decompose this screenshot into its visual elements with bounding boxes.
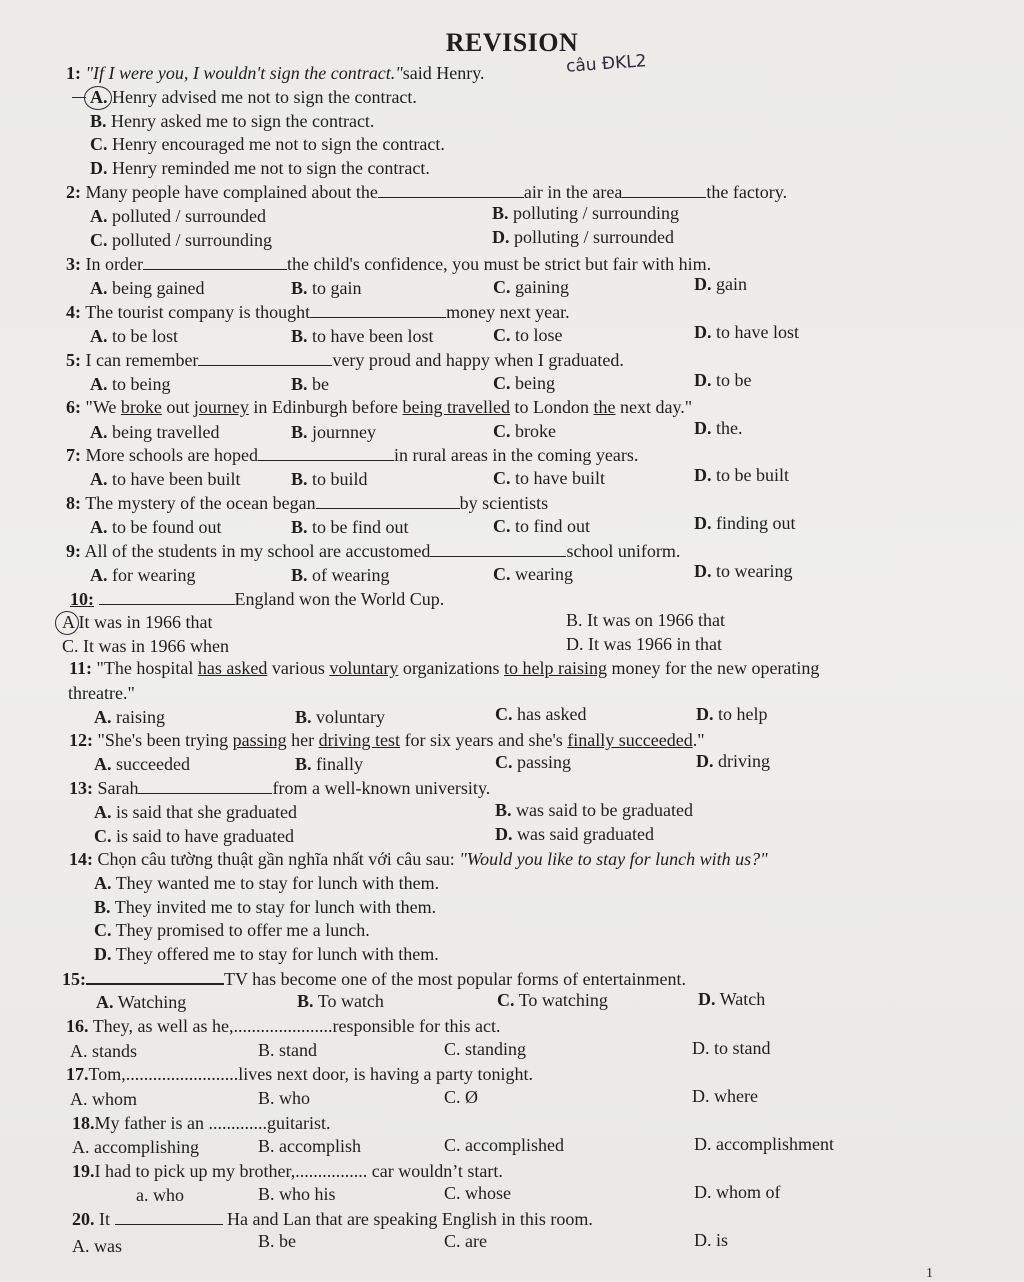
question-19-stem: 19.I had to pick up my brother,................ car wouldn’t start. [72,1161,503,1181]
question-12-option-d[interactable]: D. driving [696,751,770,771]
question-2-option-d[interactable]: D. polluting / surrounded [492,227,674,247]
question-11-option-d[interactable]: D. to help [696,704,768,724]
question-11-option-a[interactable]: A. raising [94,707,165,727]
question-12-stem: 12: "She's been trying passing her driving test for six years and she's finally succeeded." [69,730,705,750]
question-2-option-c[interactable]: C. polluted / surrounding [90,230,272,250]
question-10-option-b[interactable]: B. It was on 1966 that [566,610,725,630]
question-10-option-d[interactable]: D. It was 1966 in that [566,634,722,654]
question-1-stem: 1: "If I were you, I wouldn't sign the contract."said Henry. [66,63,485,83]
question-6-option-b[interactable]: B. journney [291,422,376,442]
question-11-option-b[interactable]: B. voluntary [295,707,386,727]
handwritten-note: câu ĐKL2 [565,51,648,77]
question-18-option-b[interactable]: B. accomplish [258,1136,361,1156]
question-9-option-b[interactable]: B. of wearing [291,565,390,585]
question-10-stem: 10: England won the World Cup. [70,589,445,609]
question-16-option-c[interactable]: C. standing [444,1039,527,1059]
question-6-option-d[interactable]: D. the. [694,418,743,438]
question-7-option-b[interactable]: B. to build [291,469,368,489]
question-7-option-d[interactable]: D. to be built [694,465,789,485]
question-9-option-c[interactable]: C. wearing [493,564,573,584]
question-6-option-a[interactable]: A. being travelled [90,422,220,442]
question-16-option-a[interactable]: A. stands [70,1041,137,1061]
question-2-option-a[interactable]: A. polluted / surrounded [90,206,266,226]
question-20-option-a[interactable]: A. was [72,1236,122,1256]
question-17-stem: 17.Tom,.........................lives next door, is having a party tonight. [66,1064,533,1084]
question-10-option-a[interactable]: A It was in 1966 that [62,612,213,632]
question-20-option-b[interactable]: B. be [258,1231,296,1251]
question-11-stem: 11: "The hospital has asked various voluntary organizations to help raising money for the new operating [69,658,820,678]
question-17-option-c[interactable]: C. Ø [444,1087,479,1107]
question-17-option-d[interactable]: D. where [692,1086,758,1106]
question-20-option-d[interactable]: D. is [694,1230,729,1250]
question-13-option-c[interactable]: C. is said to have graduated [94,826,294,846]
question-12-option-c[interactable]: C. passing [495,752,571,772]
question-4-option-a[interactable]: A. to be lost [90,326,178,346]
question-14-option-a[interactable]: A. They wanted me to stay for lunch with them. [94,873,440,893]
question-7-option-c[interactable]: C. to have built [493,468,605,488]
question-2-stem: 2: Many people have complained about the air in the area the factory. [66,182,788,202]
question-16-stem: 16. They, as well as he,......................responsible for this act. [66,1016,501,1036]
question-19-option-b[interactable]: B. who his [258,1184,336,1204]
question-4-option-c[interactable]: C. to lose [493,325,563,345]
question-5-stem: 5: I can remember very proud and happy when I graduated. [66,350,624,370]
page-title: REVISION [445,28,579,57]
question-8-stem: 8: The mystery of the ocean began by scientists [66,493,549,513]
question-3-option-d[interactable]: D. gain [694,274,747,294]
question-9-option-a[interactable]: A. for wearing [90,565,196,585]
question-6-option-c[interactable]: C. broke [493,421,556,441]
question-1-option-c[interactable]: C. Henry encouraged me not to sign the contract. [90,134,445,154]
question-18-stem: 18.My father is an .............guitarist. [72,1113,331,1133]
question-20-stem: 20. It Ha and Lan that are speaking English in this room. [72,1209,593,1229]
question-3-option-c[interactable]: C. gaining [493,277,569,297]
question-13-option-d[interactable]: D. was said graduated [495,824,654,844]
question-8-option-c[interactable]: C. to find out [493,516,590,536]
question-7-stem: 7: More schools are hoped in rural areas in the coming years. [66,445,639,465]
question-8-option-d[interactable]: D. finding out [694,513,796,533]
question-19-option-a[interactable]: a. who [136,1185,184,1205]
question-11-stem-line2: threatre." [68,683,135,703]
page-number: 1 [926,1266,933,1281]
question-4-option-d[interactable]: D. to have lost [694,322,799,342]
question-1-option-d[interactable]: D. Henry reminded me not to sign the contract. [90,158,430,178]
question-14-option-d[interactable]: D. They offered me to stay for lunch with them. [94,944,439,964]
question-1-option-b[interactable]: B. Henry asked me to sign the contract. [90,111,375,131]
question-19-option-c[interactable]: C. whose [444,1183,511,1203]
question-18-option-d[interactable]: D. accomplishment [694,1134,834,1154]
question-3-option-b[interactable]: B. to gain [291,278,362,298]
question-14-option-c[interactable]: C. They promised to offer me a lunch. [94,920,370,940]
question-3-option-a[interactable]: A. being gained [90,278,205,298]
question-14-stem: 14: Chọn câu tường thuật gần nghĩa nhất với câu sau: "Would you like to stay for lunch with us?" [69,849,768,869]
question-2-option-b[interactable]: B. polluting / surrounding [492,203,680,223]
question-5-option-c[interactable]: C. being [493,373,555,393]
question-18-option-a[interactable]: A. accomplishing [72,1137,199,1157]
answer-pen-mark [72,97,86,98]
question-15-option-c[interactable]: C. To watching [497,990,608,1010]
question-13-option-b[interactable]: B. was said to be graduated [495,800,693,820]
question-13-option-a[interactable]: A. is said that she graduated [94,802,297,822]
question-3-stem: 3: In order the child's confidence, you must be strict but fair with him. [66,254,712,274]
question-5-option-b[interactable]: B. be [291,374,330,394]
question-15-stem: 15: TV has become one of the most popular forms of entertainment. [62,969,687,989]
question-5-option-a[interactable]: A. to being [90,374,171,394]
question-4-option-b[interactable]: B. to have been lost [291,326,434,346]
question-15-option-b[interactable]: B. To watch [297,991,384,1011]
question-18-option-c[interactable]: C. accomplished [444,1135,564,1155]
question-19-option-d[interactable]: D. whom of [694,1182,781,1202]
question-15-option-d[interactable]: D. Watch [698,989,766,1009]
question-11-option-c[interactable]: C. has asked [495,704,587,724]
question-4-stem: 4: The tourist company is thought money next year. [66,302,570,322]
question-16-option-d[interactable]: D. to stand [692,1038,771,1058]
question-8-option-b[interactable]: B. to be find out [291,517,409,537]
question-14-option-b[interactable]: B. They invited me to stay for lunch with them. [94,897,437,917]
question-8-option-a[interactable]: A. to be found out [90,517,222,537]
question-20-option-c[interactable]: C. are [444,1231,487,1251]
question-15-option-a[interactable]: A. Watching [96,992,187,1012]
question-7-option-a[interactable]: A. to have been built [90,469,241,489]
question-16-option-b[interactable]: B. stand [258,1040,318,1060]
question-1-option-a[interactable]: A. Henry advised me not to sign the contract. [90,87,417,107]
question-12-option-b[interactable]: B. finally [295,754,364,774]
question-9-option-d[interactable]: D. to wearing [694,561,793,581]
question-12-option-a[interactable]: A. succeeded [94,754,190,774]
question-5-option-d[interactable]: D. to be [694,370,752,390]
question-10-option-c[interactable]: C. It was in 1966 when [62,636,229,656]
question-13-stem: 13: Sarah from a well-known university. [69,778,491,798]
question-17-option-a[interactable]: A. whom [70,1089,137,1109]
question-9-stem: 9: All of the students in my school are accustomed school uniform. [66,541,681,561]
question-17-option-b[interactable]: B. who [258,1088,311,1108]
question-6-stem: 6: "We broke out journey in Edinburgh before being travelled to London the next day." [66,397,693,417]
